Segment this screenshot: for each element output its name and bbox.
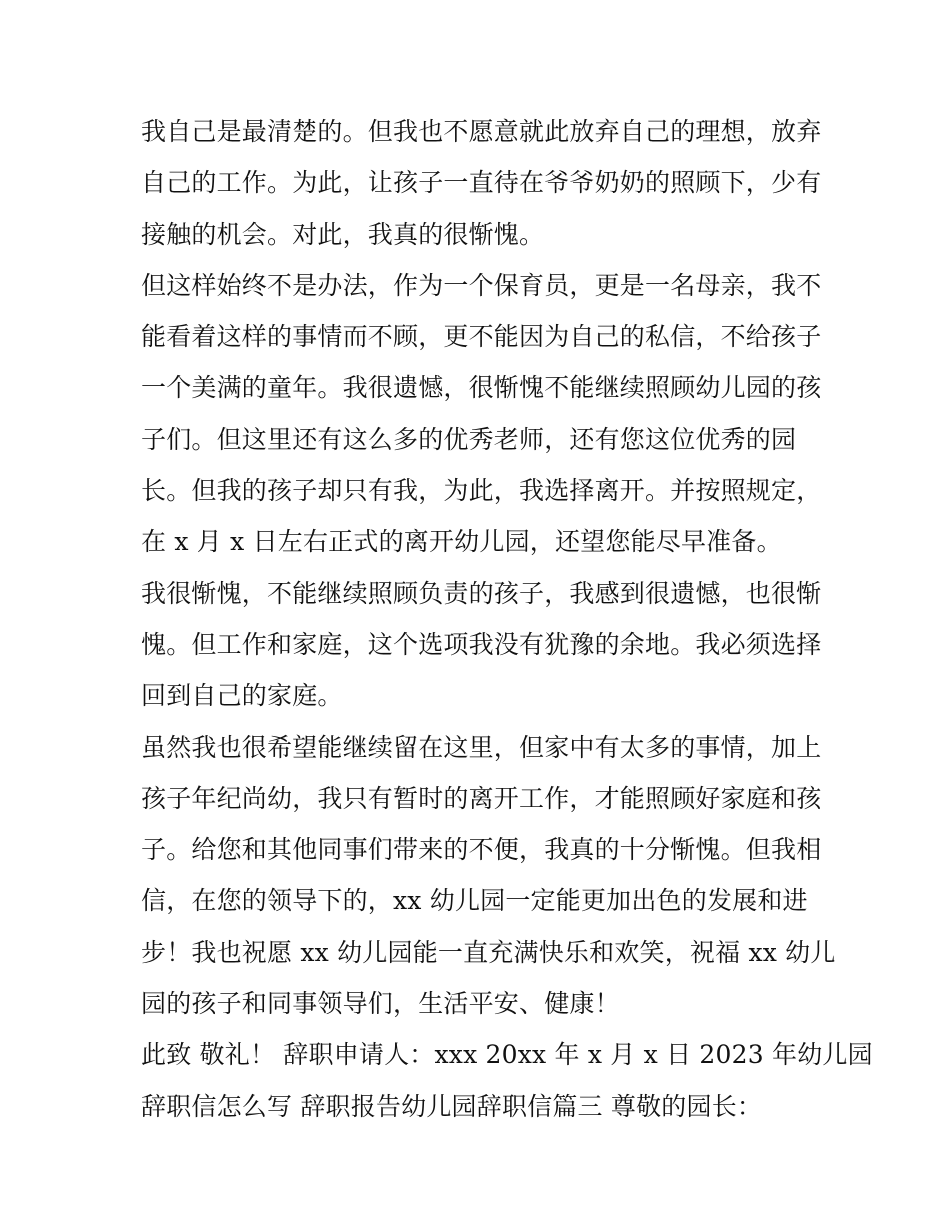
text-line: 能看着这样的事情而不顾，更不能因为自己的私信，不给孩子 — [141, 322, 822, 352]
text-line: 孩子年纪尚幼，我只有暂时的离开工作，才能照顾好家庭和孩 — [141, 783, 822, 813]
text-line: 子。给您和其他同事们带来的不便，我真的十分惭愧。但我相 — [141, 835, 822, 865]
text-line: 在 x 月 x 日左右正式的离开幼儿园，还望您能尽早准备。 — [141, 527, 782, 557]
text-line: 子们。但这里还有这么多的优秀老师，还有您这位优秀的园 — [141, 424, 797, 454]
text-line: 我很惭愧，不能继续照顾负责的孩子，我感到很遗憾，也很惭 — [141, 578, 822, 608]
text-line: 信，在您的领导下的，xx 幼儿园一定能更加出色的发展和进 — [141, 886, 808, 916]
text-line: 但这样始终不是办法，作为一个保育员，更是一名母亲，我不 — [141, 270, 822, 300]
text-line: 一个美满的童年。我很遗憾，很惭愧不能继续照顾幼儿园的孩 — [141, 373, 822, 403]
text-line: 步！我也祝愿 xx 幼儿园能一直充满快乐和欢笑，祝福 xx 幼儿 — [141, 937, 836, 967]
text-line: 虽然我也很希望能继续留在这里，但家中有太多的事情，加上 — [141, 732, 822, 762]
text-line: 长。但我的孩子却只有我，为此，我选择离开。并按照规定， — [141, 476, 822, 506]
text-line: 愧。但工作和家庭，这个选项我没有犹豫的余地。我必须选择 — [141, 629, 822, 659]
body-text — [141, 106, 873, 1132]
text-line: 自己的工作。为此，让孩子一直待在爷爷奶奶的照顾下，少有 — [141, 168, 822, 198]
text-line: 回到自己的家庭。 — [141, 681, 343, 711]
text-line: 接触的机会。对此，我真的很惭愧。 — [141, 219, 545, 249]
text-line: 辞职信怎么写 辞职报告幼儿园辞职信篇三 尊敬的园长： — [141, 1091, 763, 1121]
text-line: 我自己是最清楚的。但我也不愿意就此放弃自己的理想，放弃 — [141, 117, 822, 146]
text-line: 园的孩子和同事领导们，生活平安、健康！ — [141, 989, 620, 1019]
text-line: 此致 敬礼！ 辞职申请人：xxx 20xx 年 x 月 x 日 2023 年幼儿园 — [141, 1040, 873, 1070]
